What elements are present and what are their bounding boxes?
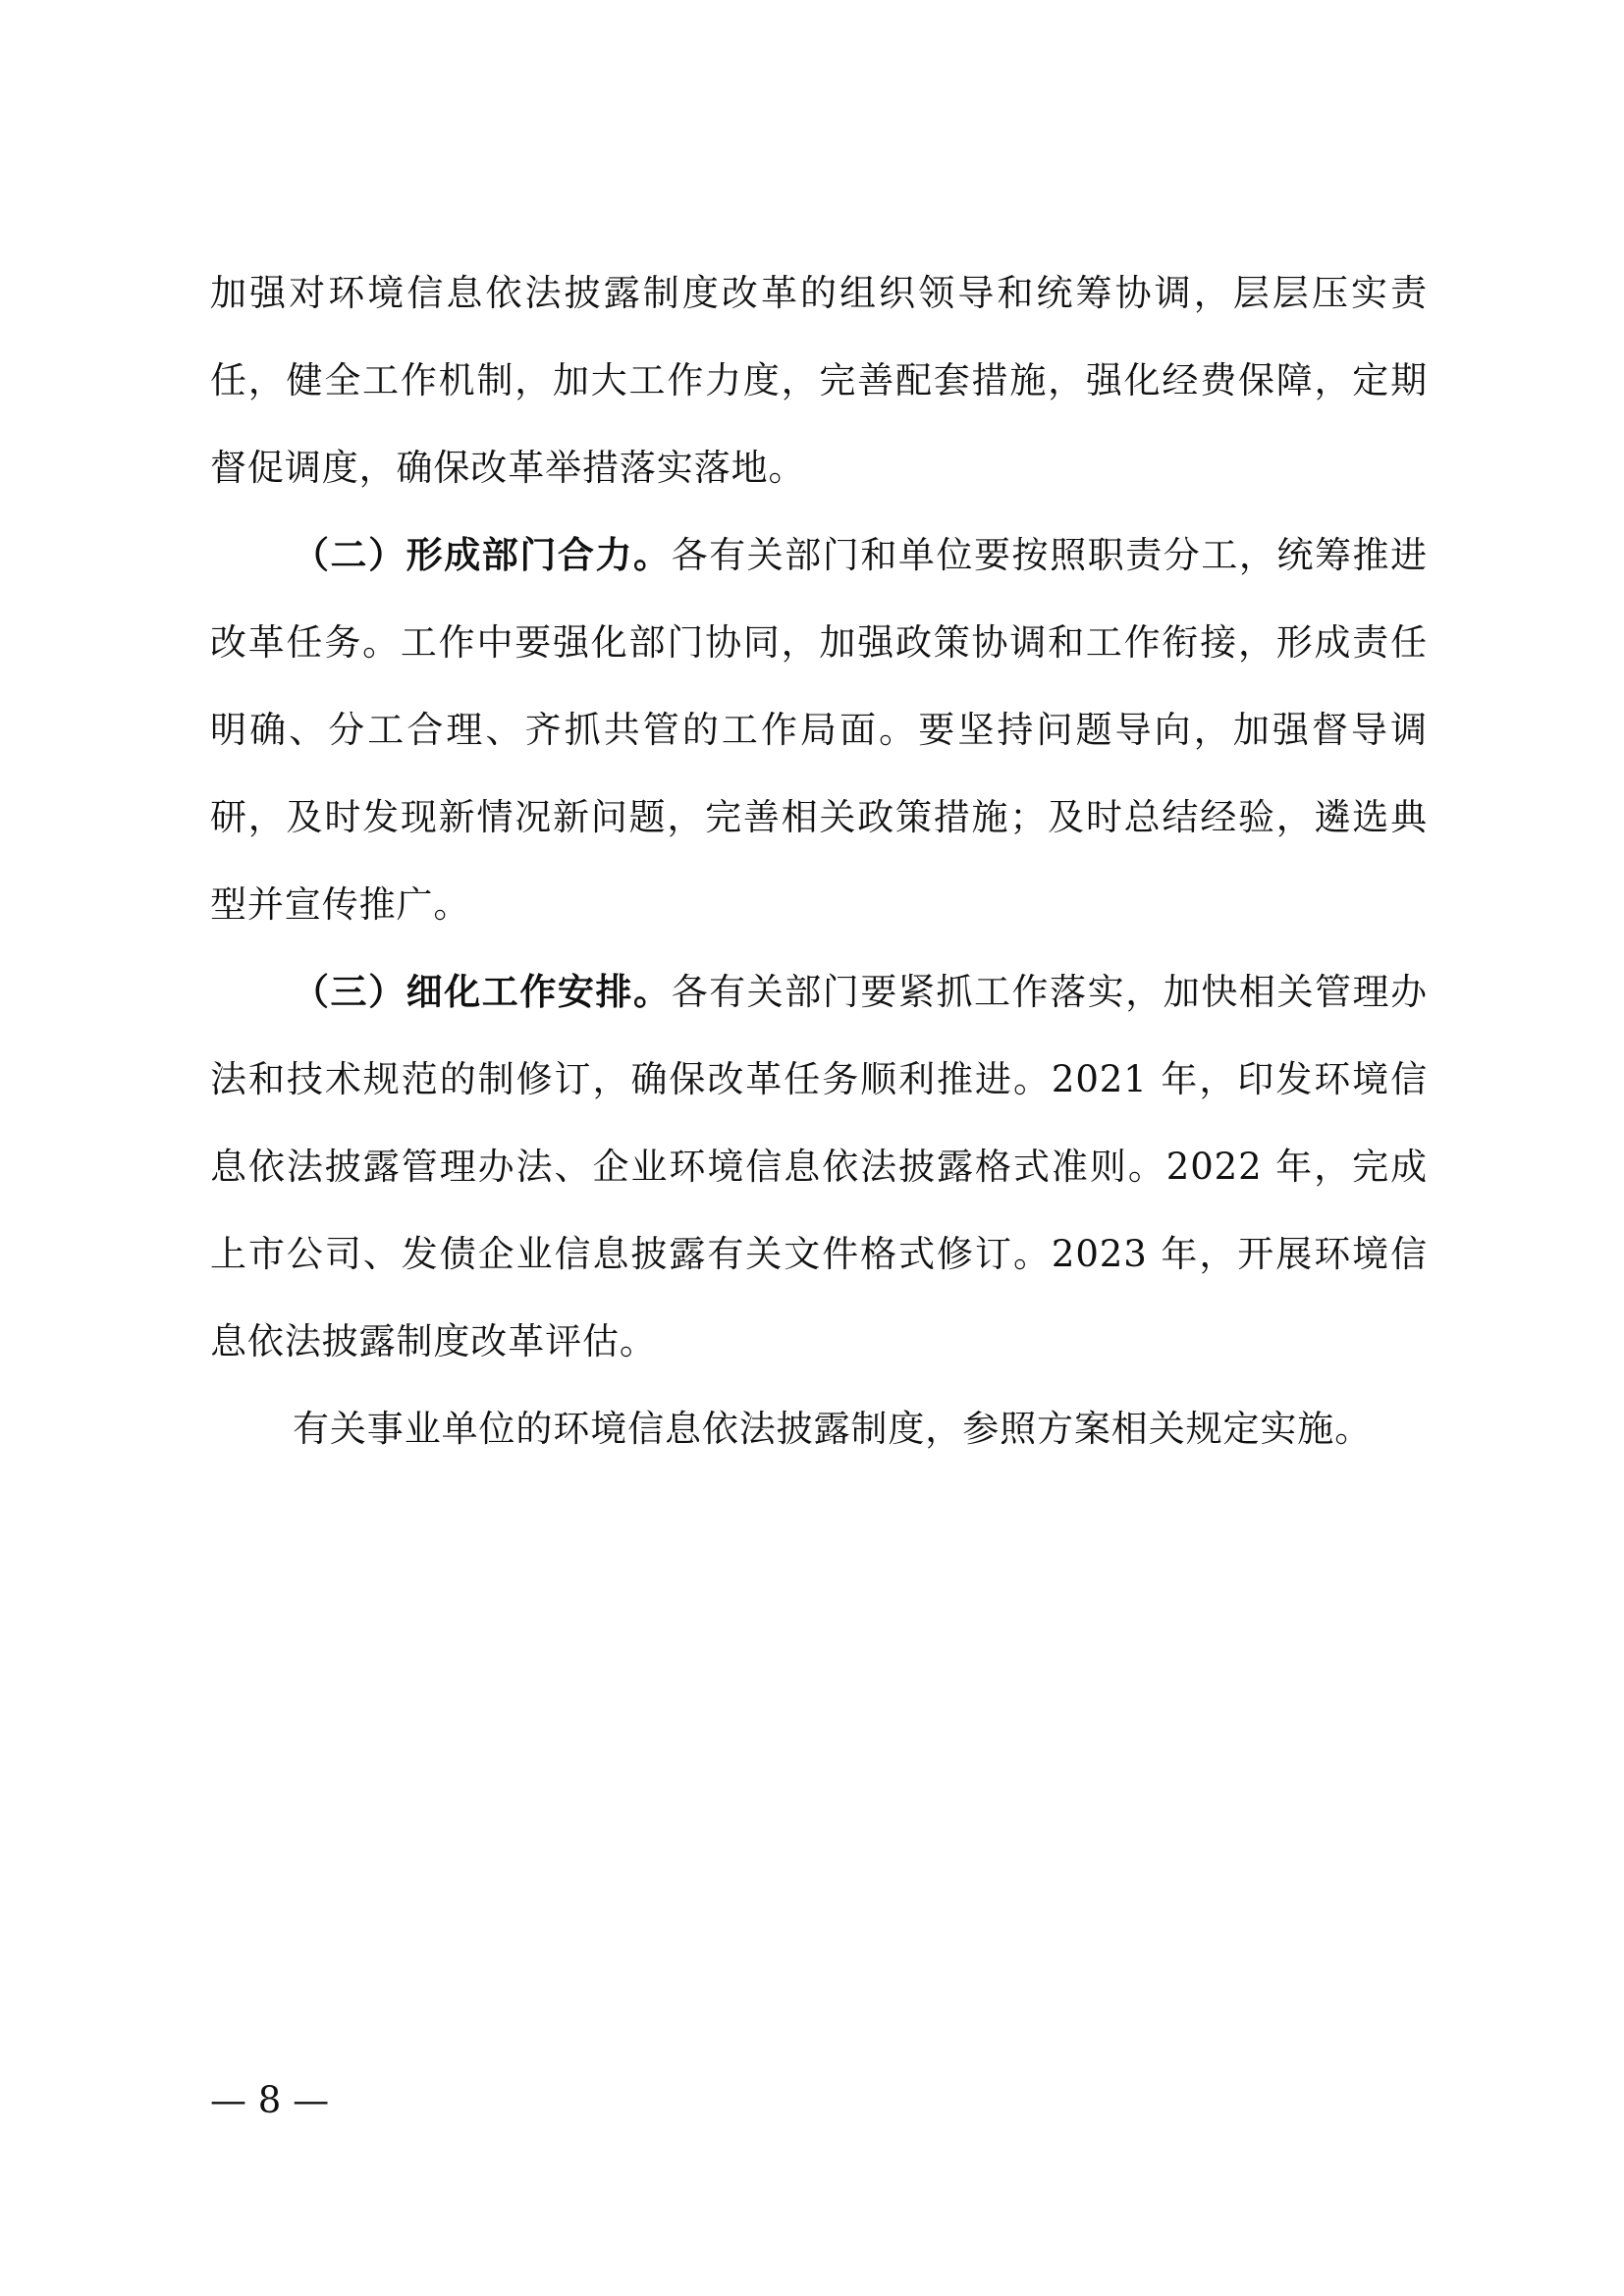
paragraph-section-two bbox=[210, 511, 1428, 948]
page-number: — 8 — bbox=[210, 2079, 330, 2121]
paragraph-closing bbox=[210, 1385, 1428, 1472]
body-text bbox=[210, 249, 1428, 1472]
paragraph-text: 加强对环境信息依法披露制度改革的组织领导和统筹协调，层层压实责任，健全工作机制，加大工作力度，完善配套措施，强化经费保障，定期督促调度，确保改革举措落实落地。 bbox=[210, 272, 1428, 489]
paragraph-text: 各有关部门和单位要按照职责分工，统筹推进改革任务。工作中要强化部门协同，加强政策协调和工作衔接，形成责任明确、分工合理、齐抓共管的工作局面。要坚持问题导向，加强督导调研，及时发现新情况新问题，完善相关政策措施；及时总结经验，遴选典型并宣传推广。 bbox=[210, 534, 1429, 926]
paragraph-section-three bbox=[210, 948, 1428, 1385]
paragraph-text: 有关事业单位的环境信息依法披露制度，参照方案相关规定实施。 bbox=[293, 1408, 1373, 1450]
paragraph-continuation bbox=[210, 249, 1428, 511]
section-heading-two: （二）形成部门合力。 bbox=[293, 533, 672, 576]
section-heading-three: （三）细化工作安排。 bbox=[293, 970, 672, 1013]
paragraph-text: 各有关部门要紧抓工作落实，加快相关管理办法和技术规范的制修订，确保改革任务顺利推进。2021 年，印发环境信息依法披露管理办法、企业环境信息依法披露格式准则。2022 年，完成上市公司、发债企业信息披露有关文件格式修订。2023 年，开展环境信息依法披露制度改革评估。 bbox=[210, 971, 1429, 1362]
